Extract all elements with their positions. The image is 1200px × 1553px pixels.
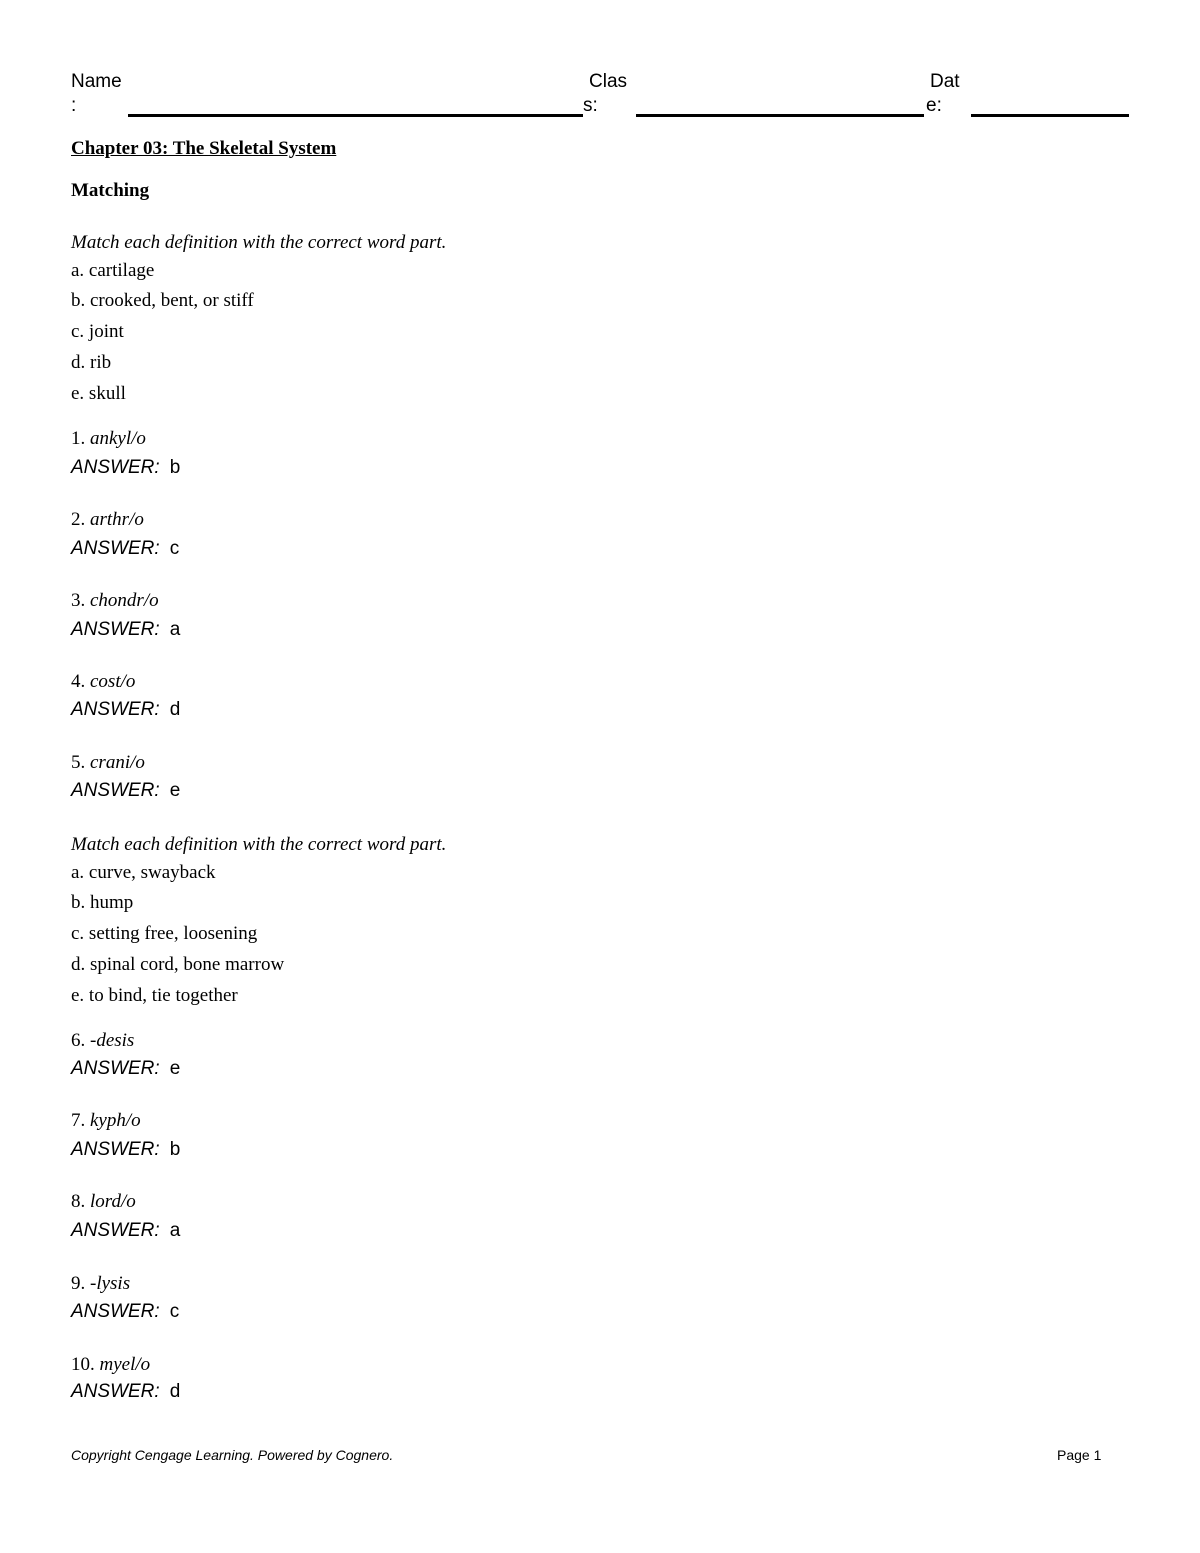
answer-1: ANSWER: b — [71, 457, 181, 478]
question-1: 1. ankyl/o — [71, 428, 146, 449]
group-2-option-a: a. curve, swayback — [71, 862, 216, 883]
question-9: 9. -lysis — [71, 1273, 131, 1294]
group-2-instruction: Match each definition with the correct word part. — [71, 834, 447, 855]
question-3: 3. chondr/o — [71, 590, 159, 611]
group-2-option-b: b. hump — [71, 892, 134, 913]
answer-5: ANSWER: e — [71, 780, 181, 801]
group-2-option-c: c. setting free, loosening — [71, 923, 258, 944]
section-title: Matching — [71, 180, 150, 201]
footer-page-number: Page 1 — [1057, 1447, 1102, 1463]
date-label: Dat — [930, 71, 960, 92]
answer-10: ANSWER: d — [71, 1381, 181, 1402]
question-2: 2. arthr/o — [71, 509, 144, 530]
group-1-option-d: d. rib — [71, 352, 112, 373]
question-7: 7. kyph/o — [71, 1110, 141, 1131]
name-field-line[interactable] — [128, 114, 583, 117]
answer-6: ANSWER: e — [71, 1058, 181, 1079]
group-2-option-d: d. spinal cord, bone marrow — [71, 954, 285, 975]
answer-9: ANSWER: c — [71, 1301, 180, 1322]
name-label: Name — [71, 71, 122, 92]
answer-2: ANSWER: c — [71, 538, 180, 559]
answer-4: ANSWER: d — [71, 699, 181, 720]
group-1-option-b: b. crooked, bent, or stiff — [71, 290, 254, 311]
answer-3: ANSWER: a — [71, 619, 181, 640]
question-10: 10. myel/o — [71, 1354, 151, 1375]
group-1-option-a: a. cartilage — [71, 260, 155, 281]
date-field-line[interactable] — [971, 114, 1129, 117]
question-5: 5. crani/o — [71, 752, 145, 773]
class-label: Clas — [589, 71, 628, 92]
group-2-option-e: e. to bind, tie together — [71, 985, 238, 1006]
group-1-option-e: e. skull — [71, 383, 126, 404]
name-label-colon: : — [71, 95, 77, 116]
answer-7: ANSWER: b — [71, 1139, 181, 1160]
chapter-title: Chapter 03: The Skeletal System — [71, 138, 337, 159]
question-6: 6. -desis — [71, 1030, 135, 1051]
group-1-option-c: c. joint — [71, 321, 124, 342]
class-label-suffix: s: — [583, 95, 598, 116]
class-field-line[interactable] — [636, 114, 924, 117]
question-4: 4. cost/o — [71, 671, 136, 692]
answer-8: ANSWER: a — [71, 1220, 181, 1241]
question-8: 8. lord/o — [71, 1191, 136, 1212]
date-label-suffix: e: — [926, 95, 942, 116]
footer-copyright: Copyright Cengage Learning. Powered by Cognero. — [71, 1447, 394, 1463]
group-1-instruction: Match each definition with the correct word part. — [71, 232, 447, 253]
